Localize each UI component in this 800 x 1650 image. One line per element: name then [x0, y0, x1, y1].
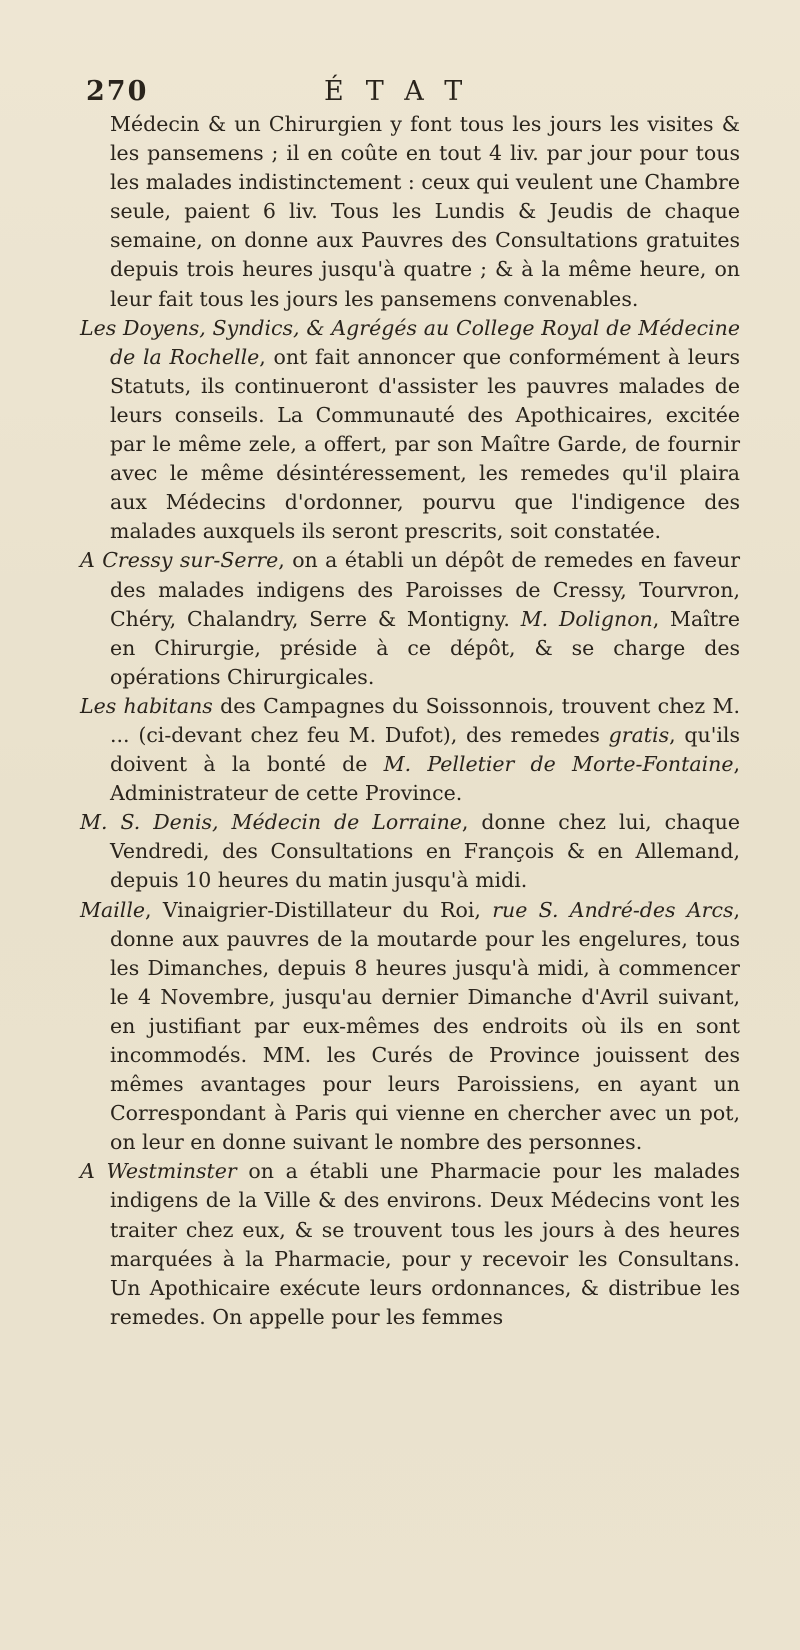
text-run: des Campagnes du Soissonnois, trouvent chez M. ... (ci-devant chez feu M. Dufot), des remedes — [110, 693, 740, 747]
paragraph — [80, 110, 740, 314]
text-run: Les Doyens, Syndics, & Agrégés au College Royal de Médecine de la Rochelle — [80, 315, 740, 369]
text-run: Maille — [80, 897, 146, 922]
text-run: , Vinaigrier-Distillateur du Roi, — [145, 897, 493, 922]
text-run: M. S. Denis, Médecin de Lorraine — [80, 810, 462, 835]
paragraph — [80, 546, 740, 691]
text-run: , on a établi un dépôt de remedes en faveur des malades indigens des Paroisses de Cressy, Tourvron, Chéry, Chalandry, Serre & Montigny. — [110, 548, 740, 631]
text-run: , Administrateur de cette Province. — [110, 752, 740, 806]
paragraph — [80, 896, 740, 1158]
text-run: on a établi une Pharmacie pour les malades indigens de la Ville & des environs. Deux Médecins vont les traiter chez eux, & se trouvent tous les jours à des heures marquées à la Pharmacie, pour y recevoir les Consultans. Un Apothicaire exécute leurs ordonnances, & distribue les remedes. On appelle pour les femmes — [110, 1159, 740, 1329]
text-run: , Maître en Chirurgie, préside à ce dépôt, & se charge des opérations Chirurgicales. — [110, 606, 740, 689]
text-run: A Westminster — [80, 1159, 237, 1184]
page-body — [80, 110, 740, 1332]
running-title: ÉTAT — [324, 76, 485, 107]
text-run: Les habitans — [80, 693, 213, 718]
text-run: M. Pelletier de Morte-Fontaine — [383, 752, 734, 777]
paragraph — [80, 692, 740, 808]
text-run: , donne chez lui, chaque Vendredi, des Consultations en François & en Allemand, depuis 10 heures du matin jusqu'à midi. — [110, 810, 740, 893]
paragraph — [80, 314, 740, 547]
text-run: , donne aux pauvres de la moutarde pour les engelures, tous les Dimanches, depuis 8 heures jusqu'à midi, à commencer le 4 Novembre, jusqu'au dernier Dimanche d'Avril suivant, en justifiant par eux-mêmes des endroits où ils en sont incommodés. MM. les Curés de Province jouissent des mêmes avantages pour leurs Paroissiens, en ayant un Correspondant à Paris qui vienne en chercher avec un pot, on leur en donne suivant le nombre des personnes. — [110, 897, 740, 1155]
page-number: 270 — [86, 76, 149, 107]
text-run: rue S. André-des Arcs — [492, 897, 734, 922]
text-run: , ont fait annoncer que conformément à leurs Statuts, ils continueront d'assister les pauvres malades de leurs conseils. La Communauté des Apothicaires, excitée par le même zele, a offert, par son Maître Garde, de fournir avec le même désintéressement, les remedes qu'il plaira aux Médecins d'ordonner, pourvu que l'indigence des malades auxquels ils seront prescrits, soit constatée. — [110, 344, 740, 544]
text-run: , qu'ils doivent à la bonté de — [110, 722, 740, 777]
text-run: A Cressy sur-Serre — [80, 548, 279, 573]
paragraph — [80, 808, 740, 895]
text-run: Médecin & un Chirurgien y font tous les jours les visites & les pansemens ; il en coûte en tout 4 liv. par jour pour tous les malades indistinctement : ceux qui veulent une Chambre seule, paient 6 liv. Tous les Lundis & Jeudis de chaque semaine, on donne aux Pauvres des Consultations gratuites depuis trois heures jusqu'à quatre ; & à la même heure, on leur fait tous les jours les pansemens convenables. — [110, 112, 740, 311]
text-run: M. Dolignon — [520, 606, 653, 631]
text-run: gratis — [608, 722, 670, 747]
paragraph — [80, 1157, 740, 1332]
